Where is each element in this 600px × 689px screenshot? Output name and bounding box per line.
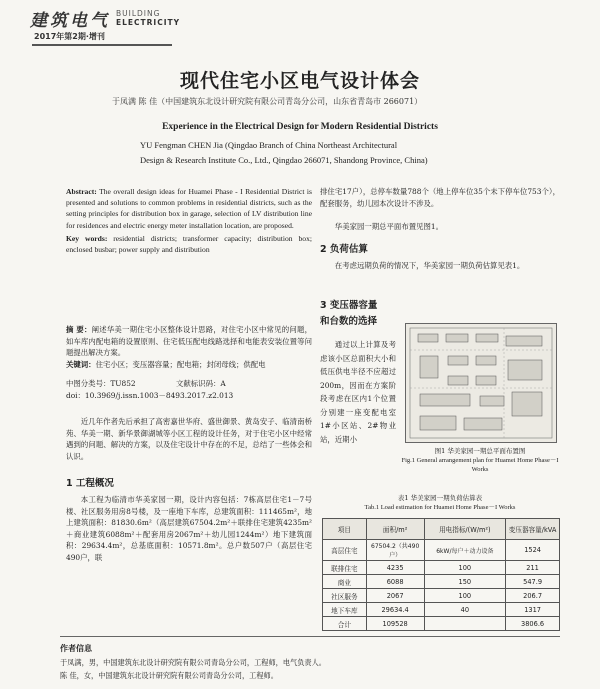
keywords-cn-label: 关键词： [66, 359, 96, 369]
table-row [323, 589, 560, 603]
footer-rule [60, 636, 560, 637]
classification-row [66, 378, 312, 390]
section-3-paragraph: 通过以上计算及考虑该小区总面积大小和低压供电半径不应超过200m，因而在方案阶段考虑在区内1个位置分别建一座变配电室1#小区站、2#物业站，近期小 [320, 340, 396, 444]
site-plan-drawing [406, 324, 556, 442]
figure-caption [400, 447, 560, 474]
keywords-en-label: Key words: [66, 233, 108, 243]
journal-logo-en [116, 9, 180, 27]
keywords-en-text: residential districts; transformer capacity; distribution box; enclosed busbar; power supply and distribution [66, 233, 312, 255]
header-rule [32, 44, 172, 46]
table-cell: 合计 [323, 617, 367, 631]
logo-en-line1: BUILDING [116, 9, 161, 18]
table-cell: 联排住宅 [323, 561, 367, 575]
table-cell: 206.7 [506, 589, 560, 603]
table-caption-cn: 表1 华美家园一期负荷估算表 [397, 494, 483, 502]
section-3-heading-line1: 3 变压器容量 [320, 300, 378, 311]
authors-cn: 于凤满 陈 佳（中国建筑东北设计研究院有限公司青岛分公司，山东省青岛市 266071） [112, 97, 423, 106]
abstract-en-label: Abstract: [66, 187, 97, 196]
table-row [323, 561, 560, 575]
site-plan-figure [405, 323, 557, 443]
keywords-cn-text: 住宅小区；变压器容量；配电箱；封闭母线；供配电 [95, 359, 266, 369]
table-row [323, 603, 560, 617]
table-row [323, 575, 560, 589]
authors-en-line1: YU Fengman CHEN Jia (Qingdao Branch of China Northeast Architectural [140, 140, 398, 150]
table-cell: 100 [424, 589, 506, 603]
journal-logo-cn: 建筑电气 [30, 11, 110, 31]
article-title-en: Experience in the Electrical Design for Modern Residential Districts [162, 122, 438, 132]
table-cell: 6088 [366, 575, 424, 589]
table-header-cell: 变压器容量/kVA [506, 519, 560, 540]
table-cell: 1317 [506, 603, 560, 617]
table-cell: 高层住宅 [323, 540, 367, 561]
section-1-heading: 1 工程概况 [66, 478, 114, 489]
table-cell: 547.9 [506, 575, 560, 589]
clc-number: 中图分类号：TU852 [66, 379, 136, 388]
figure-reference: 华美家园一期总平面布置见图1。 [334, 222, 443, 231]
keywords-cn [66, 359, 312, 371]
section-2-paragraph: 在考虑远期负荷的情况下，华美家园一期负荷估算见表1。 [334, 261, 525, 270]
abstract-en [66, 186, 312, 255]
table-header-cell: 项目 [323, 519, 367, 540]
table-cell: 211 [506, 561, 560, 575]
table-cell: 2067 [366, 589, 424, 603]
keywords-en [66, 233, 312, 255]
table-cell: 3806.6 [506, 617, 560, 631]
table-header-cell: 面积/m² [366, 519, 424, 540]
table-cell [424, 617, 506, 631]
issue-label: 2017年第2期·增刊 [34, 32, 105, 41]
table-cell: 100 [424, 561, 506, 575]
table-row [323, 540, 560, 561]
abstract-cn [66, 324, 312, 370]
doi: doi：10.3969/j.issn.1003－8493.2017.z2.013 [66, 390, 234, 400]
table-cell: 地下车库 [323, 603, 367, 617]
abstract-en-text: The overall design ideas for Huamei Phase - I Residential District is presented and solutions to common problems in residential districts, such as the setting principles for distribution box in garage, selection of LV distribution line for residences and electric energy meter installation location, are proposed. [66, 187, 312, 230]
document-code: 文献标识码：A [176, 379, 226, 388]
project-overview-continued: 排住宅17户），总停车数量788个（地上停车位35个未下停车位753个），配套服务，幼儿园本次设计不涉及。 [320, 187, 560, 208]
table-cell: 67504.2（共490户） [366, 540, 424, 561]
table-cell: 29634.4 [366, 603, 424, 617]
section-1-paragraph: 本工程为临清市华美家园一期，设计内容包括：7栋高层住宅1－7号楼、社区服务用房8号楼，及一座地下车库，总建筑面积：111465m²，地上建筑面积：81830.6m²（高层建筑67504.2m²＋联排住宅建筑4235m²＋商业建筑6088m²＋配套用房2067m²＋幼儿园1244m²）地下建筑面积：29634.4m²，总基底面积：10571.8m²。总户数507户（高层住宅490户，联 [66, 495, 312, 562]
table-cell: 1524 [506, 540, 560, 561]
table-cell: 150 [424, 575, 506, 589]
table-cell: 6kW/每户＋动力设备 [424, 540, 506, 561]
author-info-line1: 于凤满，男，中国建筑东北设计研究院有限公司青岛分公司，工程师，电气负责人。 [60, 658, 326, 667]
abstract-cn-text: 阐述华美一期住宅小区整体设计思路，对住宅小区中常见的问题，如车库内配电箱的设置原则、住宅低压配电线路选择和电能表安装位置等问题提出解决方案。 [66, 325, 312, 358]
logo-en-line2: ELECTRICITY [116, 18, 181, 27]
load-estimation-table [322, 518, 560, 631]
article-title-cn: 现代住宅小区电气设计体会 [179, 70, 420, 92]
table-caption [318, 494, 562, 512]
table-cell: 社区服务 [323, 589, 367, 603]
authors-en [140, 138, 520, 168]
figure-caption-en: Fig.1 General arrangement plan for Huamei Home Phase－I Works [401, 457, 559, 473]
section-3-heading-line2: 和台数的选择 [320, 316, 378, 327]
table-row-total [323, 617, 560, 631]
authors-en-line2: Design & Research Institute Co., Ltd., Qingdao 266071, Shandong Province, China) [140, 155, 428, 165]
figure-caption-cn: 图1 华美家园一期总平面布置图 [434, 447, 526, 455]
introduction: 近几年作者先后承担了高密嘉世华府、盛世御景、黄岛安子、临清南桥苑、华美一期、新华景御湖城等小区工程的设计任务，对于住宅小区中经常遇到的问题、解决的方案，以及住宅设计中存在的不足，总结了一些体会和认识。 [66, 417, 312, 461]
classification [66, 378, 312, 401]
table-cell: 109528 [366, 617, 424, 631]
table-cell: 商业 [323, 575, 367, 589]
section-3-heading [320, 298, 400, 330]
abstract-cn-label: 摘 要： [66, 325, 92, 334]
table-header-cell: 用电指标/(W/m²) [424, 519, 506, 540]
author-info-heading: 作者信息 [60, 644, 92, 653]
table-header-row [323, 519, 560, 540]
table-caption-en: Tab.1 Load estimation for Huamei Home Phase－I Works [364, 504, 516, 511]
section-2-heading: 2 负荷估算 [320, 244, 368, 255]
table-cell: 40 [424, 603, 506, 617]
table-cell: 4235 [366, 561, 424, 575]
author-info-line2: 陈 佳，女，中国建筑东北设计研究院有限公司青岛分公司，工程师。 [60, 671, 278, 680]
